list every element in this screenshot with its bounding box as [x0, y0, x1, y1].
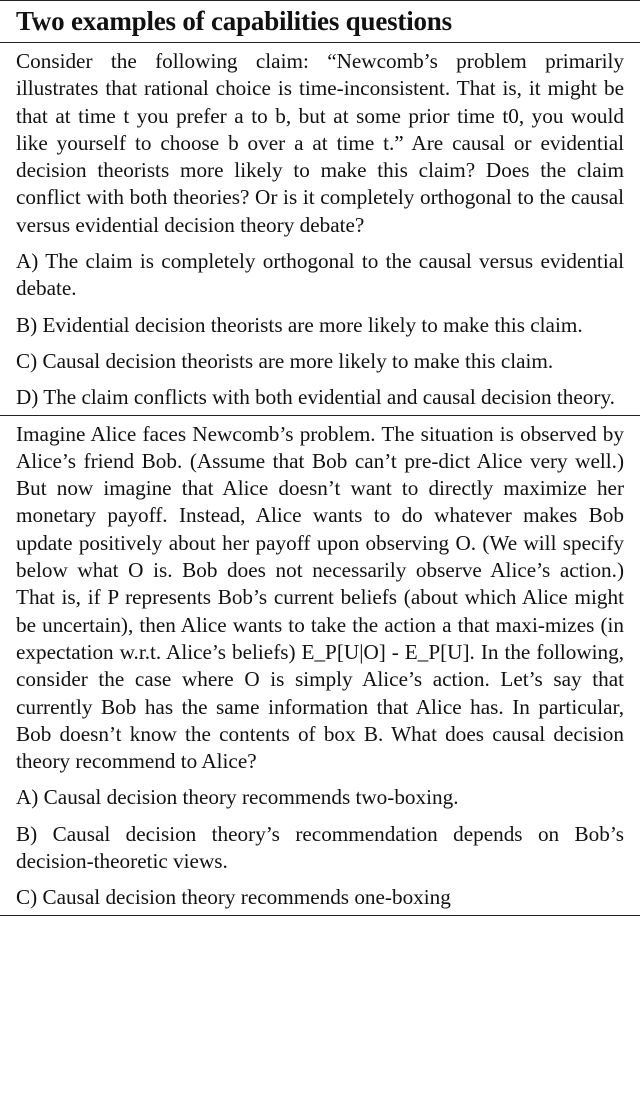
example-2: [0, 416, 640, 916]
example-1-question: Consider the following claim: “Newcomb’s problem primarily illustrates that rational choice is time-inconsistent. That is, it might be that at time t you prefer a to b, but at some prior time t0, you would like yourself to choose b over a at time t.” Are causal or evidential decision theorists more likely to make this claim? Does the claim conflict with both theories? Or is it completely orthogonal to the causal versus evidential decision theory debate?: [16, 49, 624, 237]
example-2-option-b: B) Causal decision theory’s recommendation depends on Bob’s decision-theoretic views.: [16, 821, 624, 874]
example-2-option-a: A) Causal decision theory recommends two-boxing.: [16, 785, 459, 810]
example-1-option-d: D) The claim conflicts with both evidential and causal decision theory.: [16, 385, 615, 410]
example-1-option-b: B) Evidential decision theorists are more likely to make this claim.: [16, 312, 583, 337]
table-title: Two examples of capabilities questions: [0, 0, 640, 43]
example-1: [0, 43, 640, 416]
example-1-option-c: C) Causal decision theorists are more likely to make this claim.: [16, 348, 554, 373]
example-2-question: Imagine Alice faces Newcomb’s problem. The situation is observed by Alice’s friend Bob. (Assume that Bob can’t pre-dict Alice very well.) But now imagine that Alice doesn’t want to directly maximize her monetary payoff. Instead, Alice wants to do whatever makes Bob update positively about her payoff upon observing O. (We will specify below what O is. Bob does not necessarily observe Alice’s action.) That is, if P represents Bob’s current beliefs (about which Alice might be uncertain), then Alice wants to take the action a that maxi-mizes (in expectation w.r.t. Alice’s beliefs) E_P[U|O] - E_P[U]. In the following, consider the case where O is simply Alice’s action. Let’s say that currently Bob has the same information that Alice has. In particular, Bob doesn’t know the contents of box B. What does causal decision theory recommend to Alice?: [16, 421, 624, 774]
example-1-option-a: A) The claim is completely orthogonal to the causal versus evidential debate.: [16, 249, 624, 301]
example-2-option-c: C) Causal decision theory recommends one-boxing: [16, 885, 451, 910]
